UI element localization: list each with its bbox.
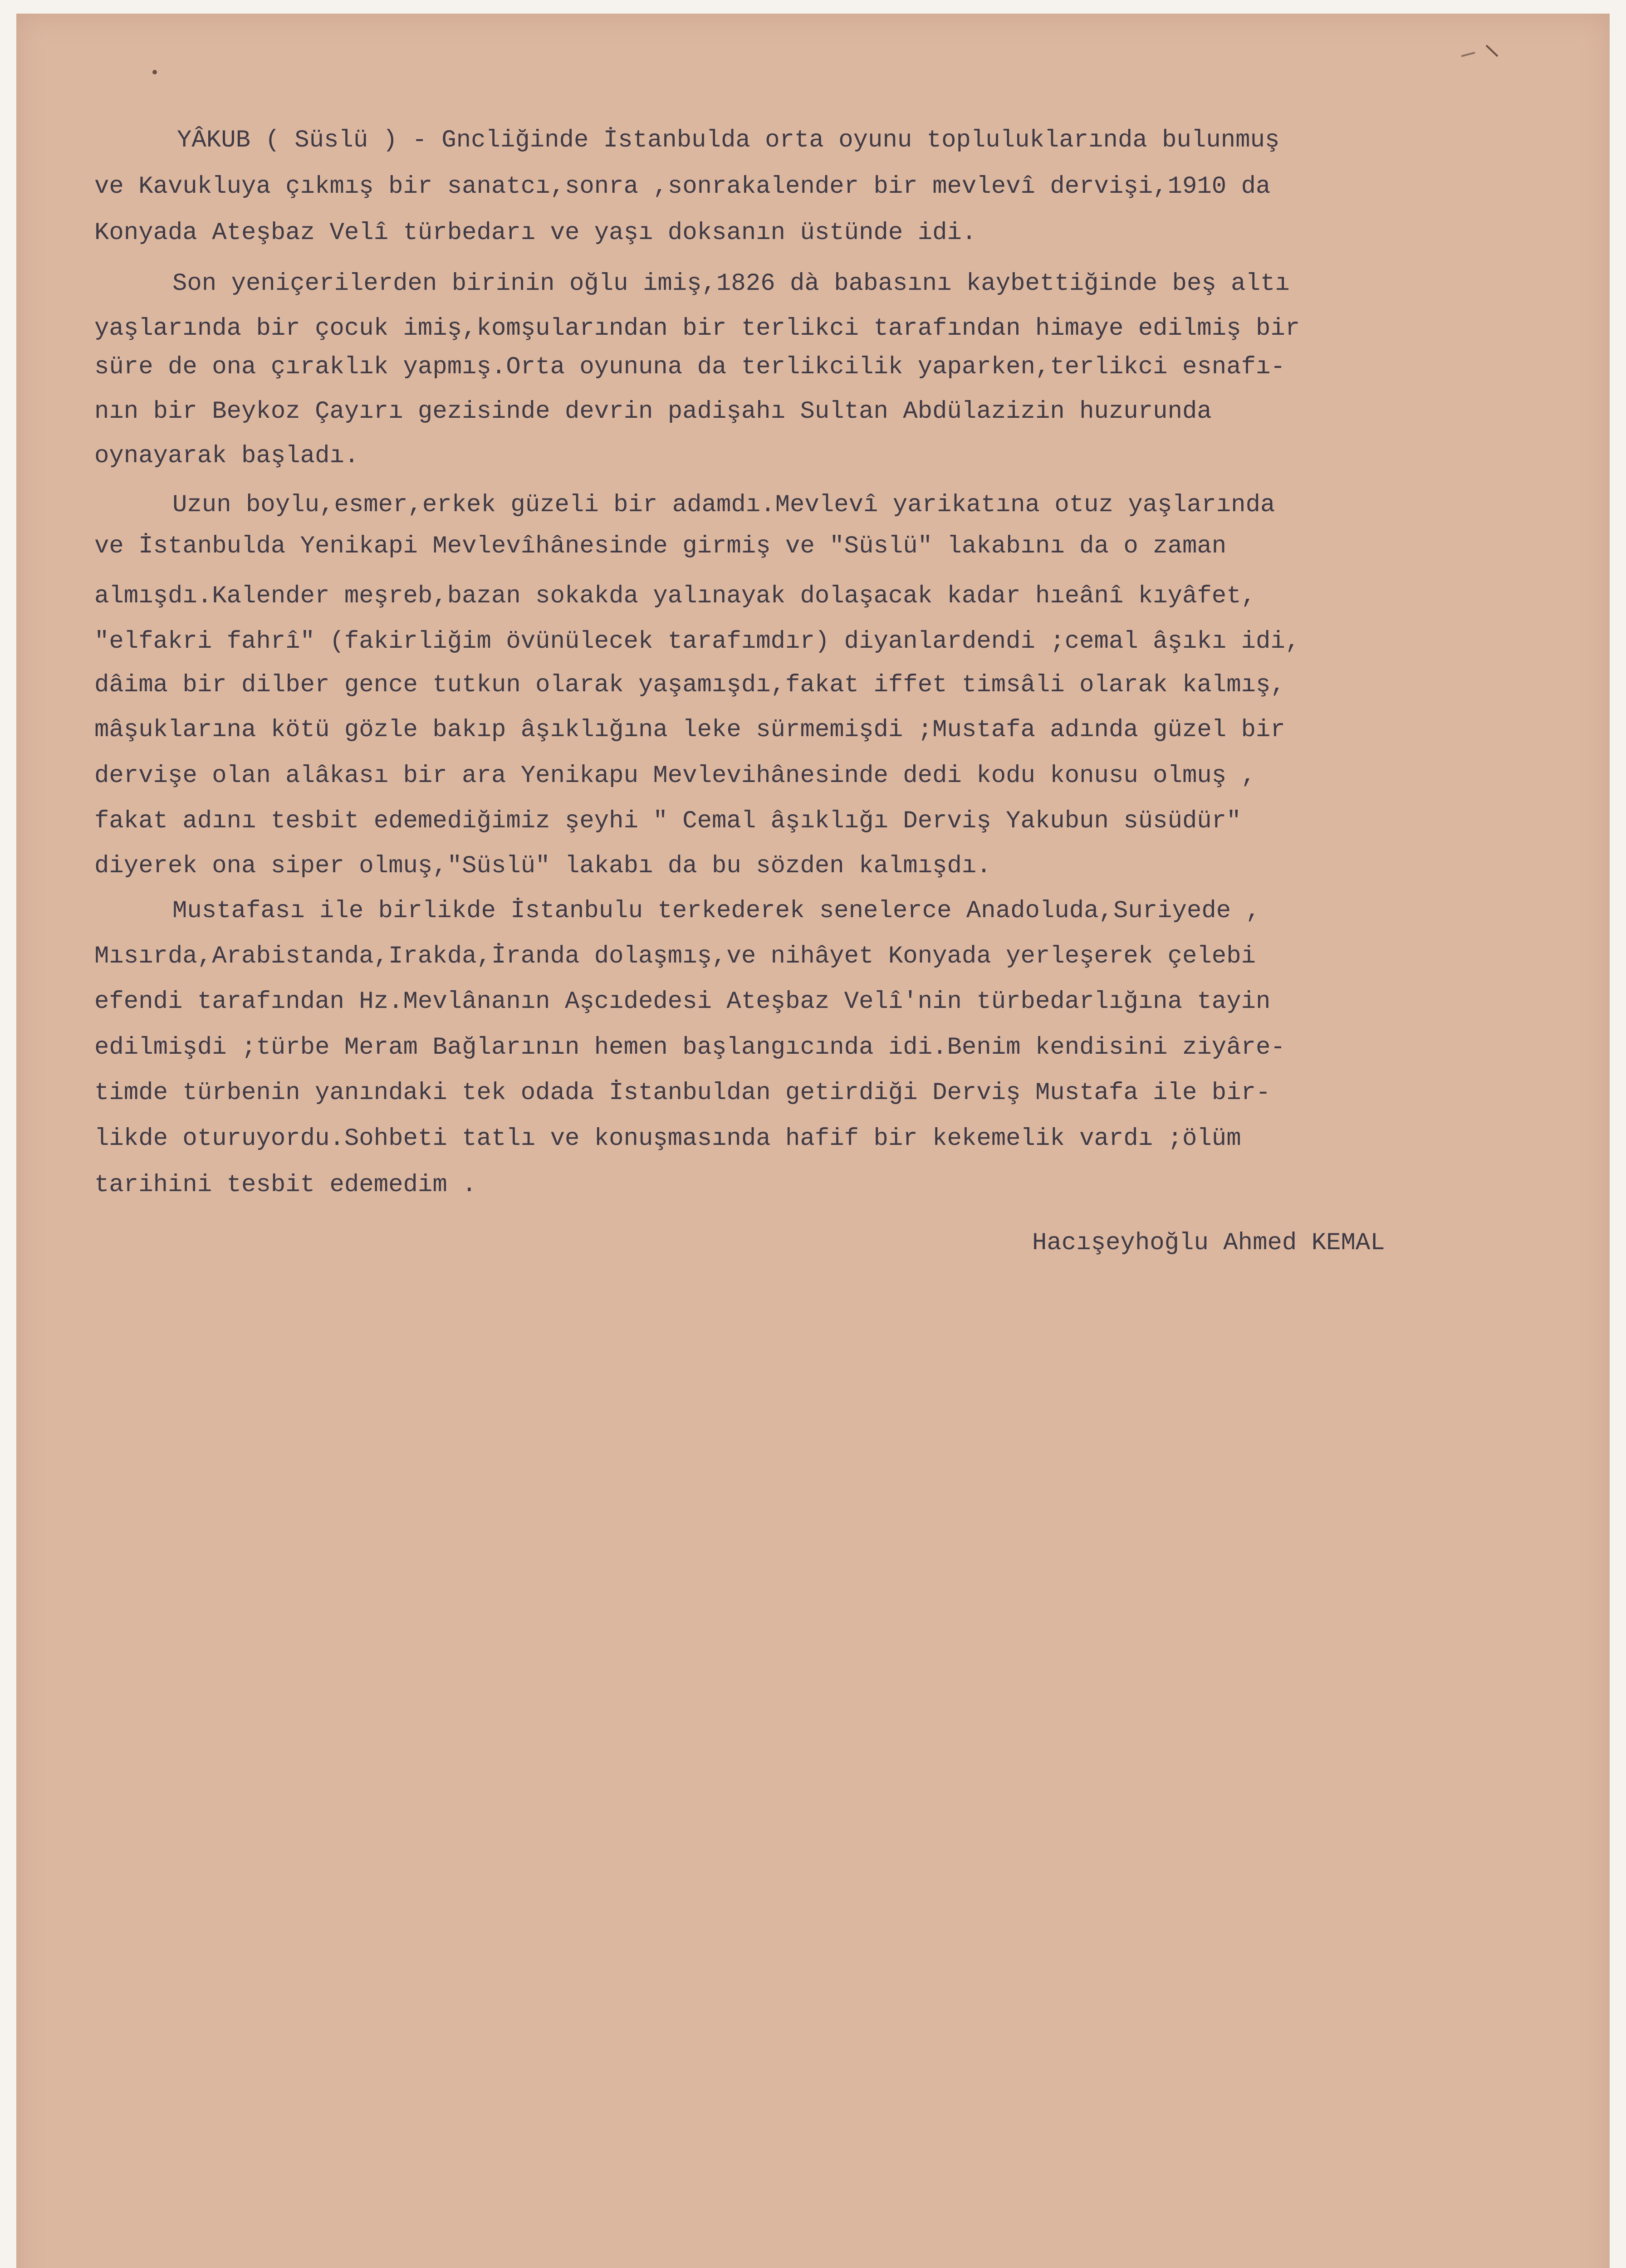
text-line: tarihini tesbit edemedim .	[94, 1171, 477, 1199]
text-line: nın bir Beykoz Çayırı gezisinde devrin padişahı Sultan Abdülazizin huzurunda	[94, 398, 1212, 425]
text-line: ve Kavukluya çıkmış bir sanatcı,sonra ,sonrakalender bir mevlevî dervişi,1910 da	[94, 173, 1271, 200]
corner-pencil-mark	[1461, 43, 1502, 61]
text-line: Konyada Ateşbaz Velî türbedarı ve yaşı doksanın üstünde idi.	[94, 219, 977, 247]
text-line: Uzun boylu,esmer,erkek güzeli bir adamdı.Mevlevî yarikatına otuz yaşlarında	[172, 491, 1275, 519]
text-line: ve İstanbulda Yenikapi Mevlevîhânesinde girmiş ve "Süslü" lakabını da o zaman	[94, 533, 1227, 560]
typed-text-body	[0, 0, 1300, 1199]
text-line: Mustafası ile birlikde İstanbulu terkederek senelerce Anadoluda,Suriyede ,	[172, 897, 1260, 925]
text-line: mâşuklarına kötü gözle bakıp âşıklığına leke sürmemişdi ;Mustafa adında güzel bir	[94, 716, 1285, 744]
text-line: Mısırda,Arabistanda,Irakda,İranda dolaşmış,ve nihâyet Konyada yerleşerek çelebi	[94, 943, 1256, 970]
text-line: almışdı.Kalender meşreb,bazan sokakda yalınayak dolaşacak kadar hıeânî kıyâfet,	[94, 582, 1256, 610]
text-line: dâima bir dilber gence tutkun olarak yaşamışdı,fakat iffet timsâli olarak kalmış,	[94, 671, 1285, 699]
text-line: edilmişdi ;türbe Meram Bağlarının hemen başlangıcında idi.Benim kendisini ziyâre-	[94, 1034, 1285, 1061]
text-line: diyerek ona siper olmuş,"Süslü" lakabı da bu sözden kalmışdı.	[94, 852, 991, 880]
text-line: dervişe olan alâkası bir ara Yenikapu Mevlevihânesinde dedi kodu konusu olmuş ,	[94, 762, 1256, 790]
text-line: likde oturuyordu.Sohbeti tatlı ve konuşmasında hafif bir kekemelik vardı ;ölüm	[94, 1125, 1241, 1153]
text-line: yaşlarında bir çocuk imiş,komşularından bir terlikci tarafından himaye edilmiş bir	[94, 315, 1300, 342]
text-line: oynayarak başladı.	[94, 442, 359, 470]
ink-speck	[152, 70, 157, 74]
text-line: fakat adını tesbit edemediğimiz şeyhi " Cemal âşıklığı Derviş Yakubun süsüdür"	[94, 807, 1241, 835]
text-line: timde türbenin yanındaki tek odada İstanbuldan getirdiği Derviş Mustafa ile bir-	[94, 1079, 1271, 1107]
text-line: efendi tarafından Hz.Mevlânanın Aşcıdedesi Ateşbaz Velî'nin türbedarlığına tayin	[94, 988, 1271, 1016]
text-line: süre de ona çıraklık yapmış.Orta oyununa da terlikcilik yaparken,terlikci esnafı-	[94, 353, 1285, 381]
text-line: Son yeniçerilerden birinin oğlu imiş,1826 dà babasını kaybettiğinde beş altı	[172, 270, 1290, 298]
author-signature-line: Hacışeyhoğlu Ahmed KEMAL	[1032, 1229, 1385, 1257]
text-line: "elfakri fahrî" (fakirliğim övünülecek tarafımdır) diyanlardendi ;cemal âşıkı idi,	[94, 628, 1300, 655]
text-line: YÂKUB ( Süslü ) - Gncliğinde İstanbulda orta oyunu topluluklarında bulunmuş	[177, 127, 1280, 154]
